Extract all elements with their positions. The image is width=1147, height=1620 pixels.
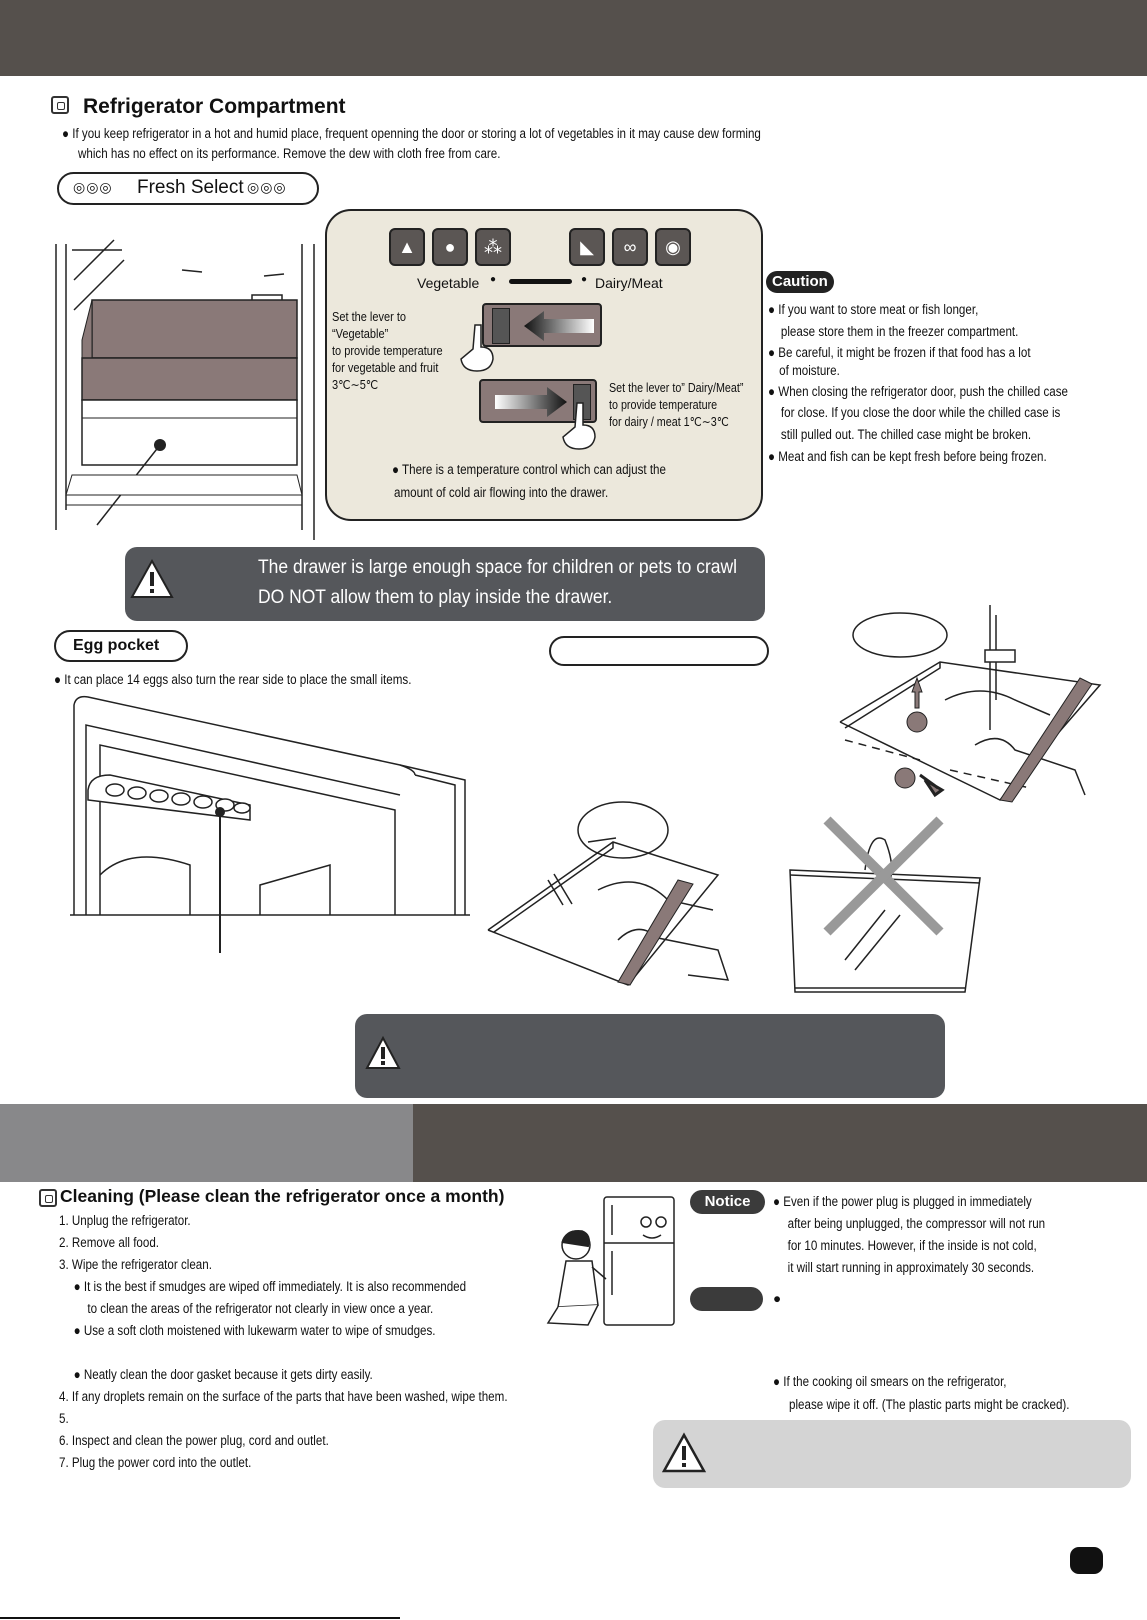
caution-item: please store them in the freezer compartment. xyxy=(780,323,1019,339)
empty-label-pill xyxy=(549,636,769,666)
veg-line-1: Set the lever to “Vegetable” xyxy=(332,310,406,341)
fresh-select-panel xyxy=(325,209,763,521)
caution-item: ● Meat and fish can be kept fresh before being frozen. xyxy=(768,448,1047,464)
shelf-removal-illustration xyxy=(850,600,1125,810)
notice-line: after being unplugged, the compressor will not run xyxy=(787,1216,1046,1231)
dairy-meat-label: Dairy/Meat xyxy=(595,275,663,291)
cleaning-step: to clean the areas of the refrigerator not clearly in view once a year. xyxy=(87,1301,434,1316)
shelf-warning-bar xyxy=(355,1014,945,1098)
hand-pointer-icon xyxy=(457,323,497,373)
blank-badge xyxy=(690,1287,763,1311)
egg-pocket-label: Egg pocket xyxy=(73,637,160,654)
warning-triangle-icon xyxy=(130,559,174,599)
incorrect-handling-illustration xyxy=(785,820,985,1000)
drawer-warning-line-1: The drawer is large enough space for children or pets to crawl xyxy=(258,557,738,578)
section-band-left xyxy=(0,1104,413,1182)
notice-text xyxy=(773,1191,1091,1279)
dairy-line-2: to provide temperature xyxy=(609,398,718,412)
notice-line: it will start running in approximately 30 seconds. xyxy=(787,1260,1035,1275)
caution-item: ● Be careful, it might be frozen if that food has a lot xyxy=(768,345,1031,361)
dairy-line-1: Set the lever to” Dairy/Meat” xyxy=(609,381,744,395)
veg-line-4: 3℃∼5℃ xyxy=(332,378,379,392)
warning-triangle-icon xyxy=(662,1433,706,1473)
cleaning-step: 5. xyxy=(59,1411,69,1426)
cleaning-step: 6. Inspect and clean the power plug, cord and outlet. xyxy=(59,1433,329,1448)
section-square-icon xyxy=(51,96,69,114)
lever-slider-track xyxy=(509,279,572,284)
caution-item: ● If you want to store meat or fish longer, xyxy=(768,302,979,317)
sausage-icon: ∞ xyxy=(612,228,648,266)
cleaning-title: Cleaning (Please clean the refrigerator once a month) xyxy=(60,1186,505,1206)
fridge-drawer-illustration xyxy=(52,240,342,540)
cheese-icon: ◣ xyxy=(569,228,605,266)
cleaning-step: ● Use a soft cloth moistened with lukewarm water to wipe of smudges. xyxy=(73,1323,436,1338)
caution-item: of moisture. xyxy=(779,362,840,378)
vegetable-label: Vegetable xyxy=(417,275,480,291)
door-egg-pocket-illustration xyxy=(70,695,470,955)
tomato-icon: ● xyxy=(432,228,468,266)
cleaning-step: 2. Remove all food. xyxy=(59,1235,160,1250)
notice-line: for 10 minutes. However, if the inside is not cold, xyxy=(787,1238,1037,1253)
dairy-instructions xyxy=(609,380,747,431)
caution-item: still pulled out. The chilled case might be broken. xyxy=(780,426,1032,442)
cleaning-warning-box xyxy=(653,1420,1131,1488)
bottom-rule xyxy=(0,1617,400,1619)
intro-line-1: ● If you keep refrigerator in a hot and humid place, frequent openning the door or storing a lot of vegetables in it may cause dew forming xyxy=(62,126,761,141)
cleaning-step: 3. Wipe the refrigerator clean. xyxy=(59,1257,212,1272)
cleaning-step: 7. Plug the power cord into the outlet. xyxy=(59,1455,252,1470)
carrot-icon: ▲ xyxy=(389,228,425,266)
intro-line-2: which has no effect on its performance. Remove the dew with cloth free from care. xyxy=(78,146,501,161)
page-number-badge xyxy=(1070,1547,1103,1574)
notice-line: ● Even if the power plug is plugged in immediately xyxy=(773,1194,1032,1209)
cleaning-steps xyxy=(59,1210,592,1474)
notice-badge: Notice xyxy=(690,1190,765,1214)
warning-triangle-icon xyxy=(365,1036,401,1070)
vegetable-dot: ● xyxy=(490,274,497,285)
drawer-warning-line-2: DO NOT allow them to play inside the drawer. xyxy=(258,587,613,608)
control-note-1: ● There is a temperature control which can adjust the xyxy=(392,462,666,477)
fresh-select-right-icons: ◎◎◎ xyxy=(247,179,287,195)
top-header-bar xyxy=(0,0,1147,76)
veg-line-2: to provide temperature xyxy=(332,344,443,358)
dairy-dot: ● xyxy=(581,274,588,285)
notice-bullet-2: ● xyxy=(773,1291,782,1306)
veg-line-3: for vegetable and fruit xyxy=(332,361,439,375)
refrigerator-compartment-title: Refrigerator Compartment xyxy=(83,95,346,118)
caution-item: for close. If you close the door while the chilled case is xyxy=(780,405,1061,421)
control-note-2: amount of cold air flowing into the drawer. xyxy=(394,485,609,500)
vegetable-instructions xyxy=(332,309,464,394)
section-band-right xyxy=(413,1104,1147,1182)
fresh-select-pill xyxy=(57,172,319,205)
cleaning-step: ● Neatly clean the door gasket because it gets dirty easily. xyxy=(73,1367,373,1382)
glass-shelf-illustration xyxy=(488,800,738,990)
hand-pointer-icon-2 xyxy=(559,401,599,451)
fresh-select-label: Fresh Select xyxy=(137,177,244,198)
ham-icon: ◉ xyxy=(655,228,691,266)
drawer-warning-bar xyxy=(125,547,765,621)
arrow-right-icon xyxy=(495,387,567,417)
egg-pocket-pill xyxy=(54,630,188,662)
caution-badge: Caution xyxy=(766,271,834,293)
oil-line-1: ● If the cooking oil smears on the refrigerator, xyxy=(773,1374,1007,1389)
arrow-left-icon xyxy=(524,311,596,341)
caution-item: ● When closing the refrigerator door, push the chilled case xyxy=(768,383,1069,399)
fresh-select-left-icons: ◎◎◎ xyxy=(73,179,113,195)
cleaning-step: 4. If any droplets remain on the surface of the parts that have been washed, wipe them. xyxy=(59,1389,508,1404)
vegetable-lever-box xyxy=(482,303,602,347)
grapes-icon: ⁂ xyxy=(475,228,511,266)
cleaning-step: ● It is the best if smudges are wiped off immediately. It is also recommended xyxy=(73,1279,467,1294)
oil-line-2: please wipe it off. (The plastic parts might be cracked). xyxy=(789,1397,1070,1412)
person-cleaning-fridge-illustration xyxy=(548,1195,678,1330)
egg-pocket-text: ● It can place 14 eggs also turn the rear side to place the small items. xyxy=(54,672,412,687)
caution-list xyxy=(768,299,1121,467)
cleaning-square-icon xyxy=(39,1189,57,1207)
cleaning-step: 1. Unplug the refrigerator. xyxy=(59,1213,191,1228)
dairy-line-3: for dairy / meat 1℃∼3℃ xyxy=(609,415,729,429)
